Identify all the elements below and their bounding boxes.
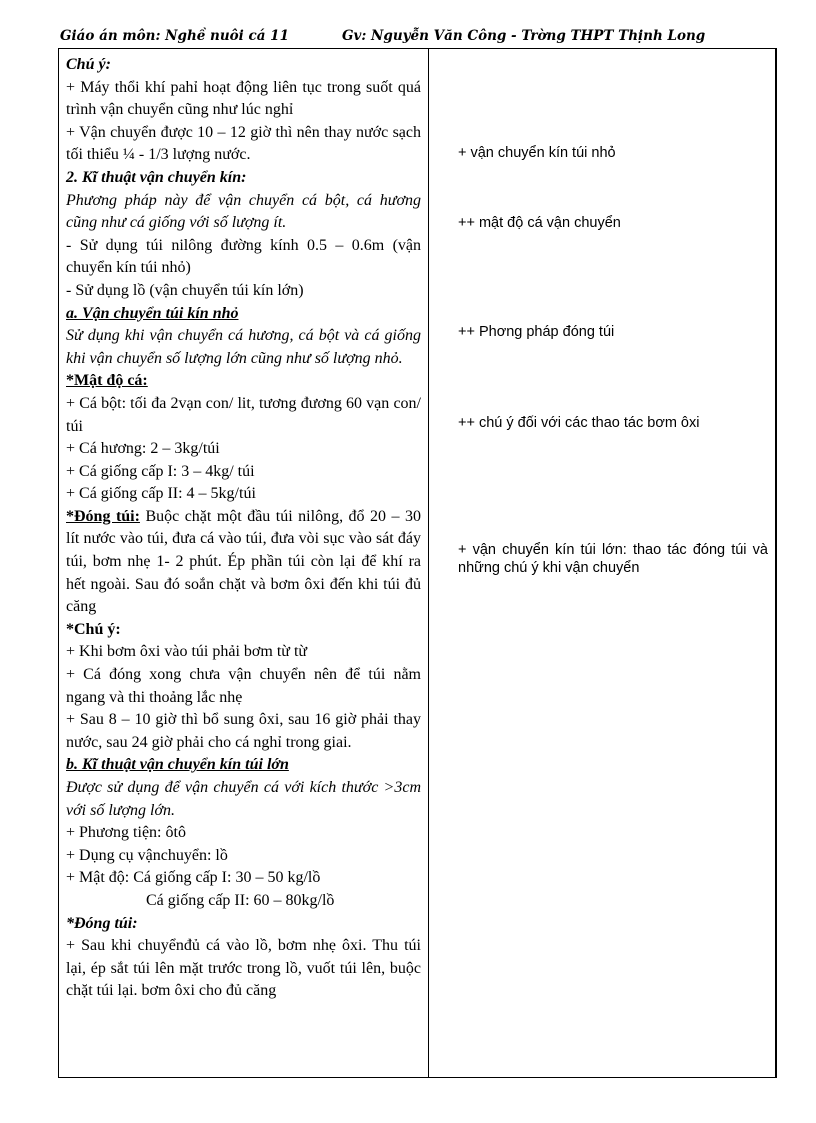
- subsection-intro: Sử dụng khi vận chuyển cá hương, cá bột và cá giống khi vận chuyển số lượng lớn cũng như số lượng nhỏ.: [66, 327, 421, 367]
- note-item: + Máy thổi khí pahỉ hoạt động liên tục trong suốt quá trình vận chuyển cũng như lúc nghỉ: [66, 78, 421, 119]
- list-item: + Mật độ: Cá giống cấp I: 30 – 50 kg/lồ: [66, 869, 321, 887]
- packing-text: Buộc chặt một đầu túi nilông, đổ 20 – 30 lít nước vào túi, đưa cá vào túi, đưa vòi sục vào sát đáy túi, bơm nhẹ 1- 2 phút. Ép phần túi còn lại để khí ra hết ngoài. Sau đó soắn chặt và bơm ôxi đến khi túi đủ căng: [66, 507, 422, 616]
- note-heading: Chú ý:: [66, 56, 111, 73]
- note-heading: *Chú ý:: [66, 620, 121, 638]
- list-item: + Cá hương: 2 – 3kg/túi: [66, 440, 220, 458]
- packing-paragraph: [66, 506, 421, 619]
- packing-label: *Đóng túi:: [66, 507, 140, 525]
- packing-text: + Sau khi chuyểnđủ cá vào lồ, bơm nhẹ ôxi. Thu túi lại, ép sắt túi lên mặt trước trong lồ, vuốt túi lên, buộc chặt túi lại. bơm ôxi cho đủ căng: [66, 937, 421, 1000]
- section-intro: Phương pháp này để vận chuyển cá bột, cá hương cũng như cá giống với số lượng ít.: [66, 191, 421, 232]
- list-item: + Phương tiện: ôtô: [66, 824, 186, 842]
- list-item: - Sử dụng túi nilông đường kính 0.5 – 0.6m (vận chuyển kín túi nhỏ): [66, 236, 421, 277]
- header-teacher: Gv: Nguyễn Văn Công - Trờng THPT Thịnh Long: [342, 28, 706, 44]
- list-item: + Cá đóng xong chưa vận chuyển nên để túi nằm ngang và thi thoảng lắc nhẹ: [66, 666, 421, 706]
- page-header: [60, 26, 760, 46]
- list-item: Cá giống cấp II: 60 – 80kg/lồ: [146, 891, 335, 909]
- packing-heading: *Đóng túi:: [66, 914, 138, 932]
- side-note: ++ chú ý đối với các thao tác bơm ôxi: [458, 415, 700, 431]
- side-note: + vận chuyển kín túi nhỏ: [458, 145, 616, 161]
- subsection-heading: b. Kĩ thuật vận chuyển kín túi lớn: [66, 756, 289, 774]
- list-item: - Sử dụng lồ (vận chuyển túi kín lớn): [66, 281, 304, 299]
- list-item: + Cá giống cấp II: 4 – 5kg/túi: [66, 485, 256, 503]
- column-divider: [428, 48, 429, 1078]
- list-item: + Sau 8 – 10 giờ thì bổ sung ôxi, sau 16 giờ phải thay nước, sau 24 giờ phải cho cá nghỉ trong giai.: [66, 711, 421, 751]
- side-note: ++ mật độ cá vận chuyển: [458, 215, 621, 231]
- subsection-heading: a. Vận chuyển túi kín nhỏ: [66, 304, 239, 322]
- side-note: + vận chuyển kín túi lớn: thao tác đóng túi và những chú ý khi vận chuyển: [458, 542, 768, 576]
- list-item: + Cá giống cấp I: 3 – 4kg/ túi: [66, 462, 255, 480]
- section-heading: 2. Kĩ thuật vận chuyển kín:: [66, 168, 247, 186]
- header-subject: Giáo án môn: Nghề nuôi cá 11: [60, 28, 289, 44]
- note-item: + Vận chuyển được 10 – 12 giờ thì nên thay nước sạch tối thiểu ¼ - 1/3 lượng nước.: [66, 123, 421, 164]
- list-item: + Dụng cụ vậnchuyển: lồ: [66, 846, 228, 864]
- list-item: + Khi bơm ôxi vào túi phải bơm từ từ: [66, 643, 308, 661]
- density-heading: *Mật độ cá:: [66, 372, 148, 390]
- side-note: ++ Phơng pháp đóng túi: [458, 324, 615, 340]
- list-item: + Cá bột: tối đa 2vạn con/ lit, tương đương 60 vạn con/ túi: [66, 394, 421, 435]
- content-column: [66, 54, 421, 1003]
- subsection-intro: Được sử dụng để vận chuyển cá với kích thước >3cm với số lượng lớn.: [66, 779, 421, 819]
